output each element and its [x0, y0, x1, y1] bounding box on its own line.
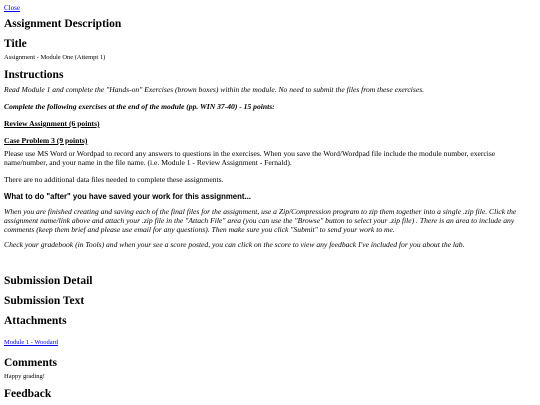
- review-assignment-label: Review Assignment (6 points): [4, 119, 100, 128]
- submission-text-heading: Submission Text: [4, 295, 85, 307]
- assignment-title: Assignment - Module One (Attempt 1): [4, 54, 106, 61]
- close-link[interactable]: Close: [4, 4, 20, 12]
- exercises-line: Complete the following exercises at the end of the module (pp. WIN 37-40) - 15 points:: [4, 102, 275, 111]
- title-heading: Title: [4, 38, 27, 50]
- attachment-link[interactable]: Module 1 - Woodard: [4, 339, 59, 346]
- instructions-heading: Instructions: [4, 69, 64, 81]
- gradebook-note: Check your gradebook (in Tools) and when your see a score posted, you can click on the score to view any feedback I've included for you about the lab.: [4, 240, 465, 249]
- no-data-files-note: There are no additional data files needed to complete these assignments.: [4, 175, 224, 184]
- word-note: Please use MS Word or Wordpad to record any answers to questions in the exercises. When you save the Word/Wordpad file include the module number, exercise name/number, and your name in the file name. (i.e. Module 1 - Review Assignment - Fernald).: [4, 149, 496, 167]
- attachments-heading: Attachments: [4, 315, 67, 327]
- after-heading: What to do "after" you have saved your work for this assignment...: [4, 192, 251, 201]
- instructions-intro: Read Module 1 and complete the "Hands-on" Exercises (brown boxes) within the module. No need to submit the files from these exercises.: [4, 85, 425, 94]
- comments-heading: Comments: [4, 357, 58, 369]
- comment-text: Happy grading!: [4, 373, 45, 380]
- submission-detail-heading: Submission Detail: [4, 275, 93, 287]
- after-instructions: When you are finished creating and saving each of the final files for the assignment, use a Zip/Compression program to zip them together into a single .zip file. Click the assignment name/link above and attach your .zip file in the "Attach File" area (you can use the "Browse" button to select your .zip file) . There is an area to include any comments (keep them brief and please use email for any questions). Then make sure you click "Submit" to send your work to me.: [4, 207, 517, 234]
- case-problem-label: Case Problem 3 (9 points): [4, 136, 88, 145]
- page-title: Assignment Description: [4, 18, 122, 30]
- feedback-heading: Feedback: [4, 388, 52, 400]
